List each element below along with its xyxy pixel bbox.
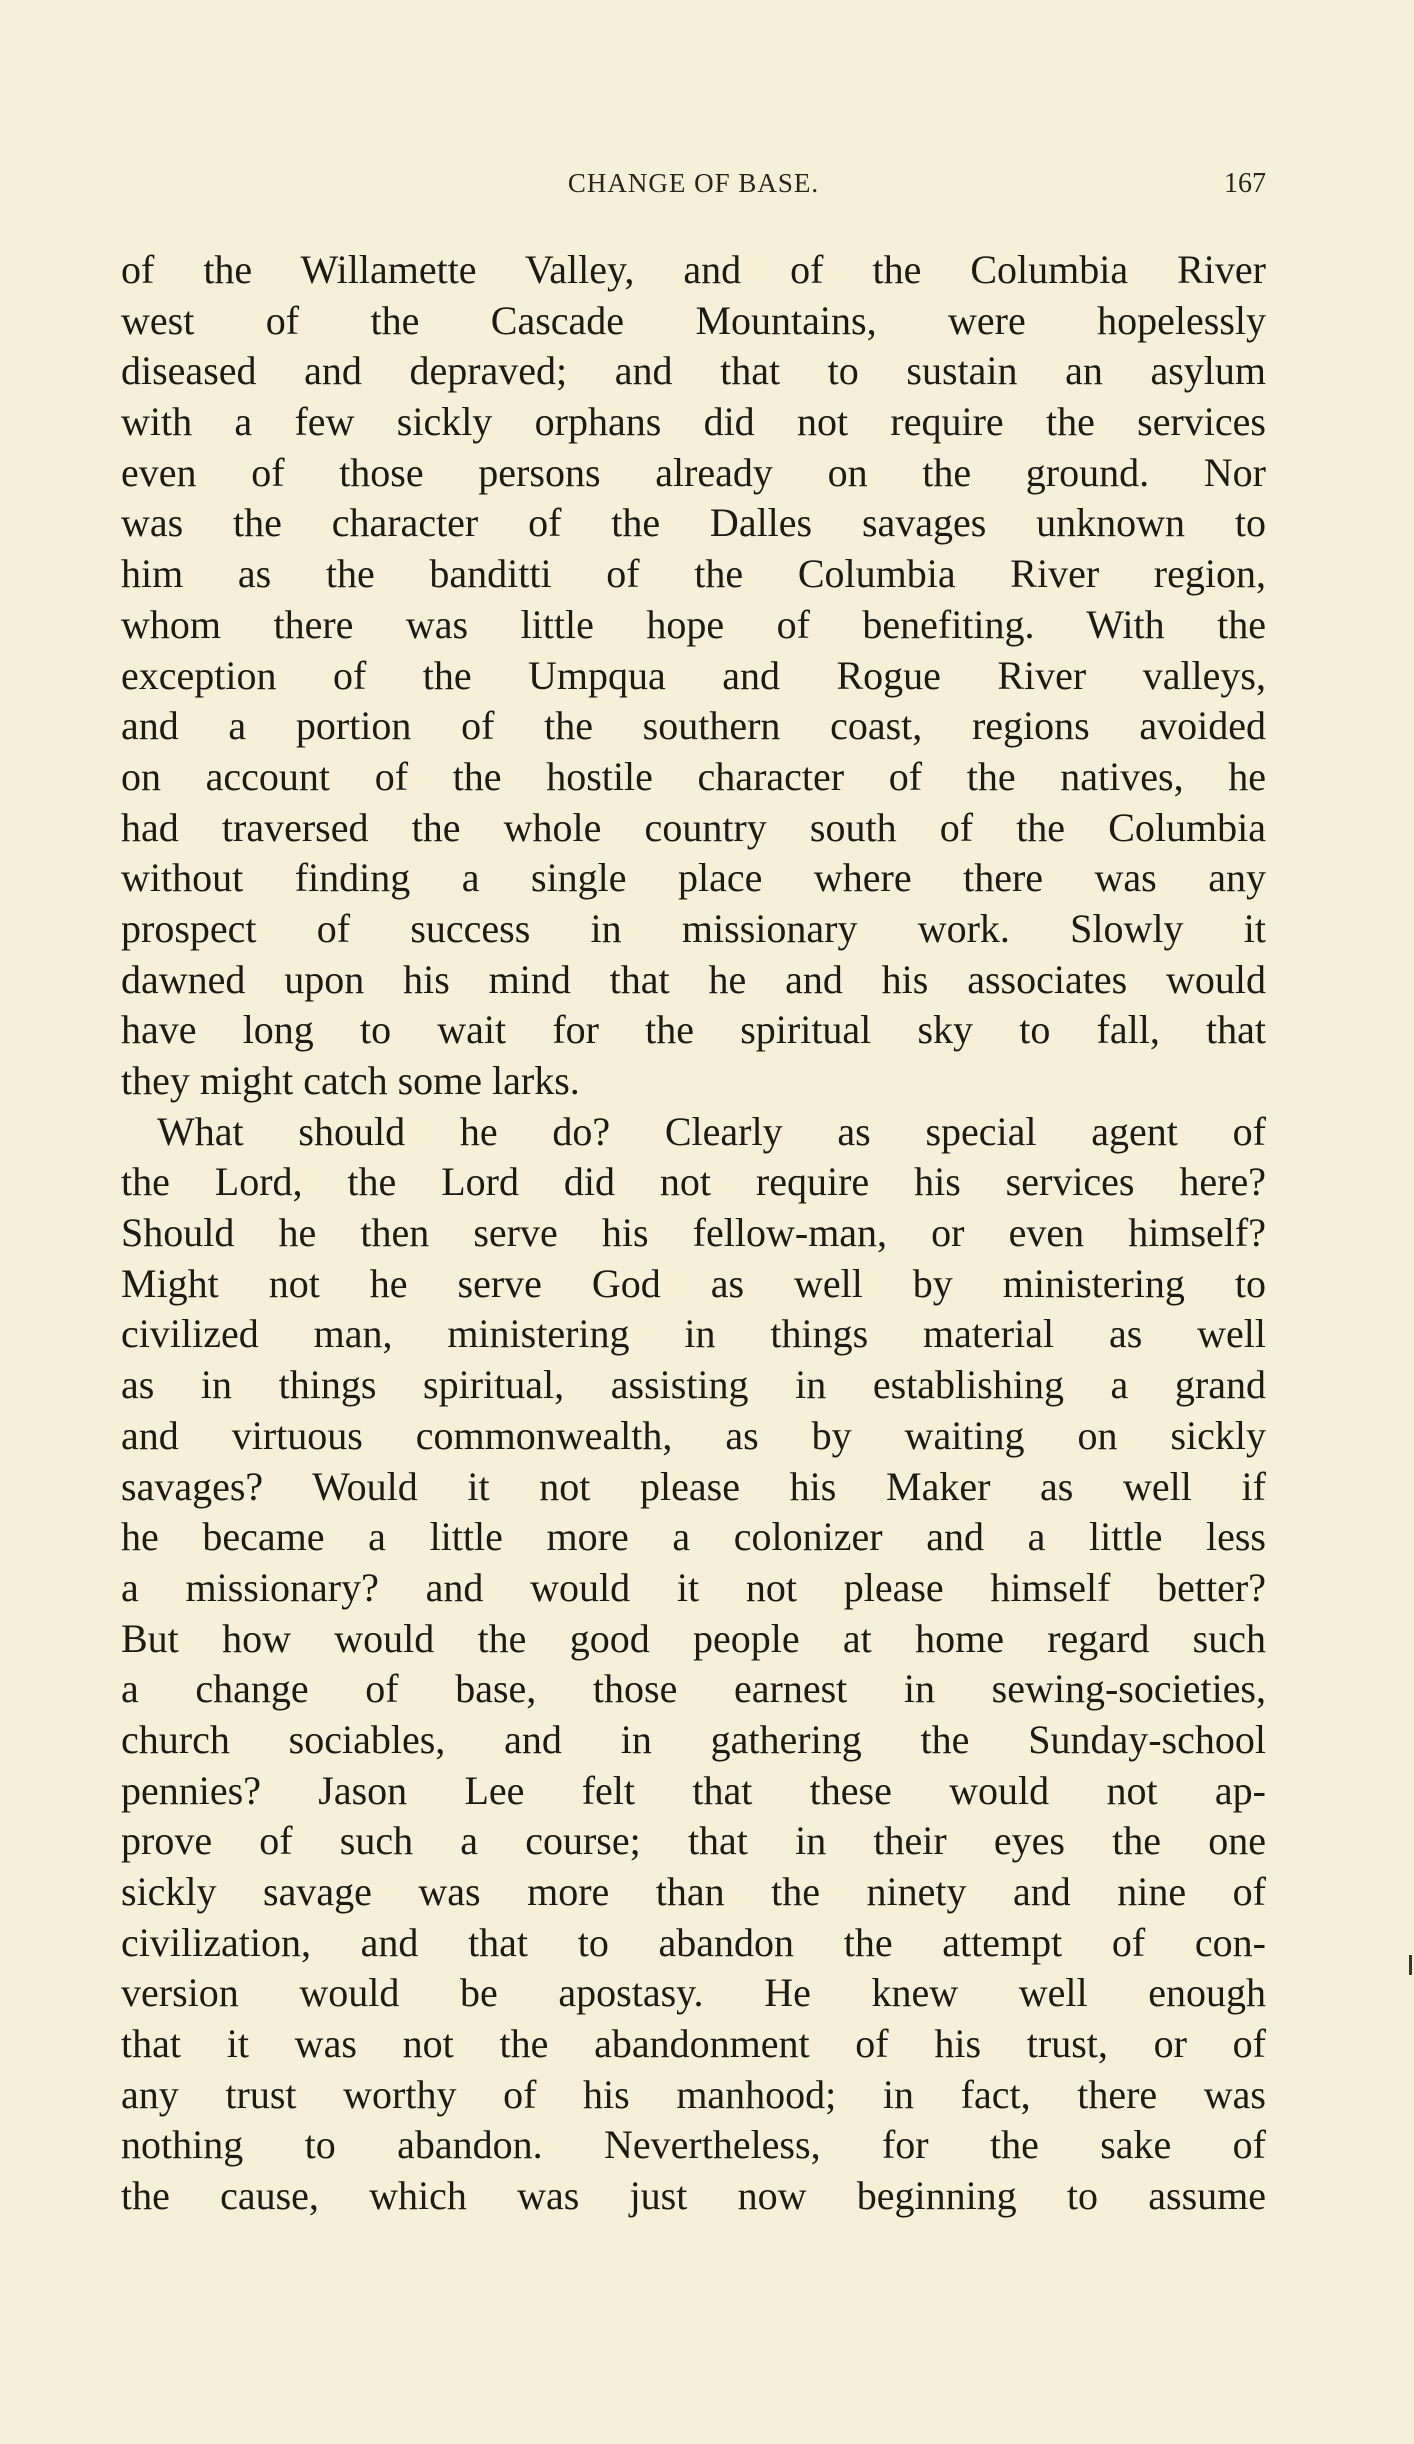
text-line-34: civilization, and that to abandon the attempt of con-	[121, 1919, 1266, 1965]
text-line-6: was the character of the Dalles savages unknown to	[121, 500, 1266, 546]
text-line-15: dawned upon his mind that he and his associates would	[121, 956, 1266, 1002]
text-line-2: west of the Cascade Mountains, were hopelessly	[121, 297, 1266, 343]
text-line-24: and virtuous commonwealth, as by waiting on sickly	[121, 1412, 1266, 1458]
text-line-8: whom there was little hope of benefiting. With the	[121, 601, 1266, 647]
text-line-23: as in things spiritual, assisting in establishing a grand	[121, 1362, 1266, 1408]
text-line-29: a change of base, those earnest in sewing-societies,	[121, 1666, 1266, 1712]
text-line-31: pennies? Jason Lee felt that these would not ap-	[121, 1767, 1266, 1813]
running-title: CHANGE OF BASE.	[567, 168, 820, 198]
text-line-27: a missionary? and would it not please himself better?	[121, 1564, 1266, 1610]
text-line-7: him as the banditti of the Columbia River region,	[121, 551, 1266, 597]
text-line-9: exception of the Umpqua and Rogue River valleys,	[121, 652, 1266, 698]
text-line-20: Should he then serve his fellow-man, or even himself?	[121, 1210, 1266, 1256]
text-line-19: the Lord, the Lord did not require his services here?	[121, 1159, 1266, 1205]
text-line-37: any trust worthy of his manhood; in fact, there was	[121, 2071, 1266, 2117]
text-line-12: had traversed the whole country south of the Columbia	[121, 804, 1266, 850]
page-number: 167	[1224, 168, 1266, 199]
text-line-4: with a few sickly orphans did not require the services	[121, 399, 1266, 445]
text-line-3: diseased and depraved; and that to sustain an asylum	[121, 348, 1266, 394]
text-line-26: he became a little more a colonizer and a little less	[121, 1514, 1266, 1560]
text-line-13: without finding a single place where there was any	[121, 855, 1266, 901]
text-line-16: have long to wait for the spiritual sky to fall, that	[121, 1007, 1266, 1053]
running-head	[121, 168, 1266, 208]
text-line-11: on account of the hostile character of the natives, he	[121, 753, 1266, 799]
text-line-30: church sociables, and in gathering the Sunday-school	[121, 1716, 1266, 1762]
text-line-17: they might catch some larks.	[121, 1058, 580, 1103]
text-line-35: version would be apostasy. He knew well enough	[121, 1970, 1266, 2016]
text-line-36: that it was not the abandonment of his trust, or of	[121, 2021, 1266, 2067]
text-line-28: But how would the good people at home regard such	[121, 1615, 1266, 1661]
text-line-18: What should he do? Clearly as special agent of	[157, 1108, 1266, 1154]
text-line-1: of the Willamette Valley, and of the Columbia River	[121, 247, 1266, 292]
margin-mark	[1409, 1955, 1412, 1975]
text-line-25: savages? Would it not please his Maker as well if	[121, 1463, 1266, 1509]
text-line-33: sickly savage was more than the ninety and nine of	[121, 1869, 1266, 1914]
text-line-22: civilized man, ministering in things material as well	[121, 1311, 1266, 1357]
text-line-5: even of those persons already on the ground. Nor	[121, 449, 1266, 495]
text-line-39: the cause, which was just now beginning to assume	[121, 2173, 1266, 2219]
body-text	[121, 245, 1266, 2222]
text-line-10: and a portion of the southern coast, regions avoided	[121, 703, 1266, 749]
text-line-14: prospect of success in missionary work. Slowly it	[121, 905, 1266, 951]
text-line-32: prove of such a course; that in their eyes the one	[121, 1818, 1266, 1864]
text-line-21: Might not he serve God as well by ministering to	[121, 1260, 1266, 1306]
text-line-38: nothing to abandon. Nevertheless, for the sake of	[121, 2122, 1266, 2168]
